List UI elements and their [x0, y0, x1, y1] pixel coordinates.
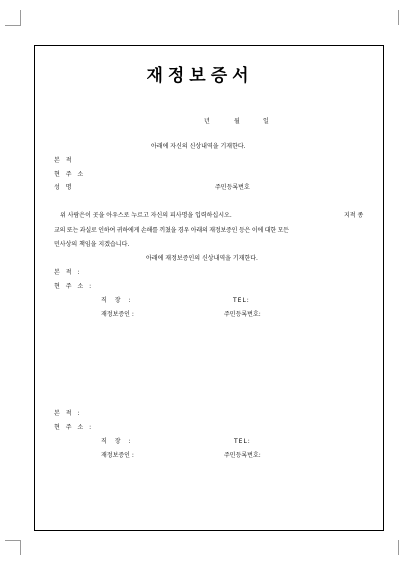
date-year: 년 — [204, 118, 210, 125]
person-address-label: 본 적 — [54, 157, 74, 164]
intro-text: 아래에 자신의 신상내역을 기재한다. — [151, 143, 246, 150]
crop-mark-top-left-h — [5, 25, 21, 26]
person-name-label: 성 명 — [54, 184, 74, 191]
pledge-line-1-right: 지적 종 — [344, 212, 364, 219]
guarantor2-tel-label: TEL: — [234, 438, 251, 445]
guarantor1-id-label: 주민등록번호: — [224, 311, 261, 318]
guarantor1-address-label: 본 적 : — [54, 269, 82, 276]
date-month: 월 — [234, 118, 240, 125]
guarantor2-residence-label: 현 주 소 : — [54, 424, 94, 431]
pledge-line-2: 교의 또는 과실로 인하여 귀하에게 손해를 끼쳤을 경우 아래의 재정보증인 등은 이에 대한 모든 — [54, 227, 289, 234]
date-day: 일 — [263, 118, 269, 125]
guarantor2-address-label: 본 적 : — [54, 410, 82, 417]
document-title: 재정보증서 — [146, 66, 254, 86]
pledge-line-1: 위 사람은이 곳을 아우스로 누르고 자신의 피사명을 입력하십시오. — [60, 212, 232, 219]
person-id-label: 주민등록번호 — [215, 184, 250, 191]
pledge-line-3: 민사상의 책임을 지겠습니다. — [54, 241, 130, 248]
crop-mark-bottom-left-v — [20, 540, 21, 555]
guarantor1-guarantor-label: 재정보증인 : — [101, 311, 134, 318]
guarantor1-tel-label: TEL: — [233, 297, 250, 304]
guarantor2-id-label: 주민등록번호: — [224, 452, 261, 459]
guarantor2-job-label: 직 장 : — [101, 438, 134, 445]
crop-mark-bottom-left-h — [5, 540, 21, 541]
guarantor1-job-label: 직 장 : — [101, 297, 134, 304]
guarantor2-guarantor-label: 재정보증인 : — [101, 452, 134, 459]
pledge-line-4: 아래에 재정보증인의 신상내역을 기재한다. — [146, 255, 258, 262]
crop-mark-top-right-v — [398, 10, 399, 25]
guarantor1-residence-label: 현 주 소 : — [54, 283, 94, 290]
crop-mark-top-left-v — [20, 10, 21, 25]
person-residence-label: 현 주 소 — [54, 171, 86, 178]
crop-mark-bottom-right-v — [398, 540, 399, 555]
